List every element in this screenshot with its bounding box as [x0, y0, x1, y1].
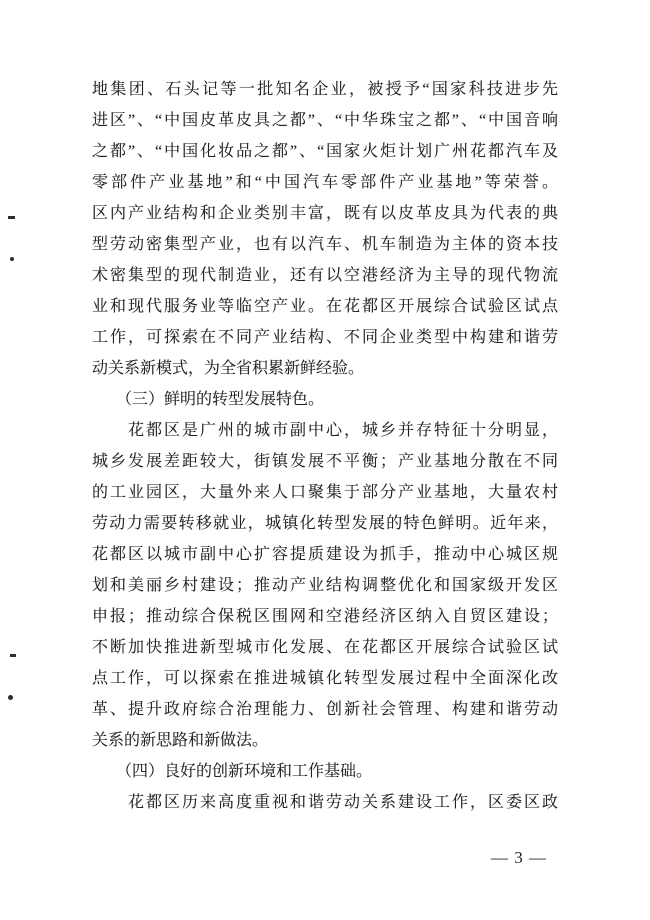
text-line: 零部件产业基地”和“中国汽车零部件产业基地”等荣誉。: [92, 174, 558, 191]
text-line: 不断加快推进新型城市化发展、在花都区开展综合试验区试: [92, 639, 558, 656]
page-number: — 3 —: [491, 848, 547, 867]
text-line: 的工业园区，大量外来人口聚集于部分产业基地，大量农村: [92, 484, 558, 501]
text-line: 点工作，可以探索在推进城镇化转型发展过程中全面深化改: [92, 670, 558, 687]
document-text: [92, 74, 558, 818]
scan-artifact-dash: [8, 216, 15, 219]
text-line: 革、提升政府综合治理能力、创新社会管理、构建和谐劳动: [92, 701, 558, 718]
text-line: 之都”、“中国化妆品之都”、“国家火炬计划广州花都汽车及: [92, 143, 558, 160]
text-line: 划和美丽乡村建设；推动产业结构调整优化和国家级开发区: [92, 577, 558, 594]
text-line: 术密集型的现代制造业，还有以空港经济为主导的现代物流: [92, 267, 558, 284]
text-line: 地集团、石头记等一批知名企业，被授予“国家科技进步先: [92, 81, 558, 98]
text-line: 花都区以城市副中心扩容提质建设为抓手，推动中心城区规: [92, 546, 558, 563]
text-line: 业和现代服务业等临空产业。在花都区开展综合试验区试点: [92, 298, 558, 315]
text-line: （四）良好的创新环境和工作基础。: [92, 763, 373, 780]
text-line: 区内产业结构和企业类别丰富，既有以皮革皮具为代表的典: [92, 205, 558, 222]
text-line: 申报；推动综合保税区围网和空港经济区纳入自贸区建设；: [92, 608, 558, 625]
text-line: 型劳动密集型产业，也有以汽车、机车制造为主体的资本技: [92, 236, 558, 253]
text-line: 花都区历来高度重视和谐劳动关系建设工作，区委区政: [92, 794, 558, 811]
text-line: （三）鲜明的转型发展特色。: [92, 391, 325, 408]
text-line: 劳动力需要转移就业，城镇化转型发展的特色鲜明。近年来，: [92, 515, 558, 532]
scan-artifact-dash: [10, 654, 16, 657]
text-line: 进区”、“中国皮革皮具之都”、“中华珠宝之都”、“中国音响: [92, 112, 558, 129]
text-line: 工作，可探索在不同产业结构、不同企业类型中构建和谐劳: [92, 329, 558, 346]
scan-artifact-dot: [10, 257, 14, 261]
text-line: 城乡发展差距较大，街镇发展不平衡；产业基地分散在不同: [92, 453, 558, 470]
text-line: 关系的新思路和新做法。: [92, 732, 269, 749]
text-line: 动关系新模式，为全省积累新鲜经验。: [92, 360, 365, 377]
text-line: 花都区是广州的城市副中心，城乡并存特征十分明显，: [92, 422, 558, 439]
scan-artifact-dot: [8, 695, 13, 700]
